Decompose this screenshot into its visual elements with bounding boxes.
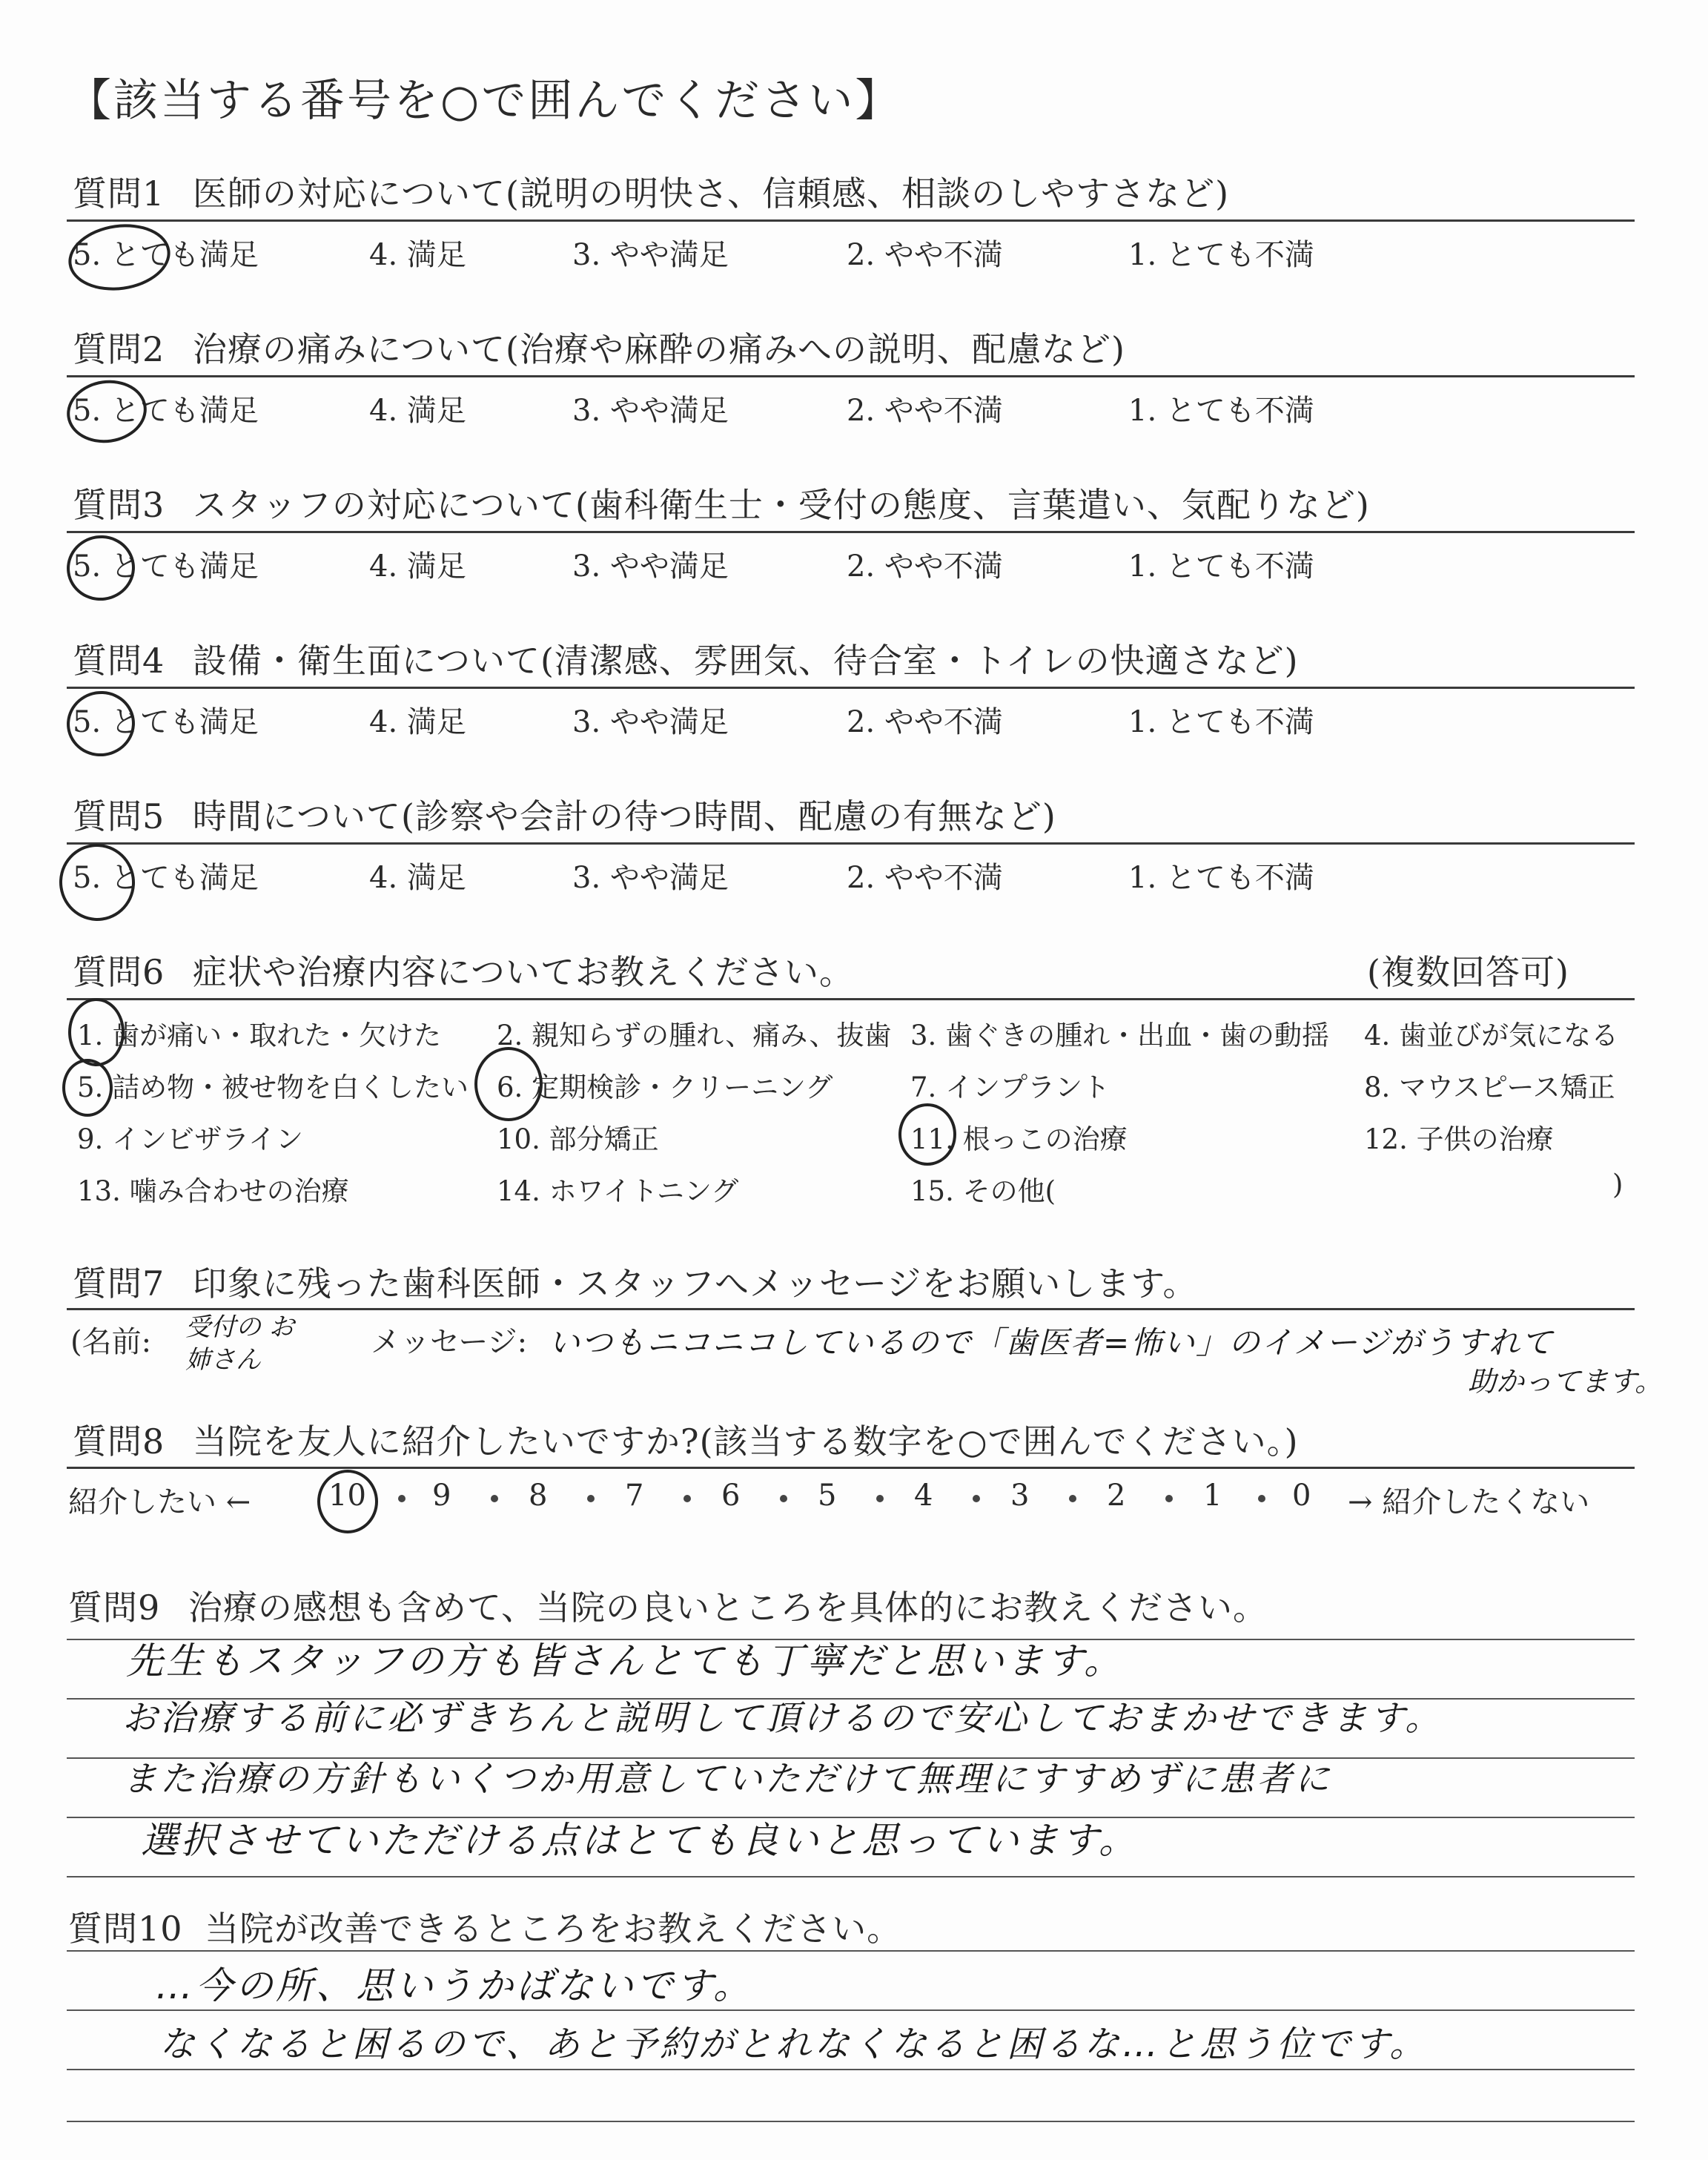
q5-option-3[interactable]: 3. やや満足 (572, 861, 729, 895)
q5-option-2[interactable]: 2. やや不満 (847, 861, 1003, 895)
scale-separator (1258, 1495, 1265, 1502)
scale-8[interactable]: 8 (529, 1479, 548, 1513)
question-4-label: 質問4 (73, 641, 165, 681)
q6-selection-circle-6 (474, 1047, 543, 1121)
question-2-label: 質問2 (73, 329, 165, 369)
divider (67, 1308, 1635, 1310)
scale-separator (876, 1495, 884, 1502)
scale-10[interactable]: 10 (328, 1479, 366, 1513)
q6-option-13[interactable]: 13. 噛み合わせの治療 (77, 1175, 349, 1207)
q10-answer-line-2[interactable]: なくなると困るので、あと予約がとれなくなると困るな…と思う位です。 (159, 2024, 1429, 2065)
question-1-title (73, 167, 1229, 216)
scale-9[interactable]: 9 (432, 1479, 451, 1513)
question-6-title (73, 945, 854, 994)
question-1-text: 医師の対応について(説明の明快さ、信頼感、相談のしやすさなど) (192, 174, 1230, 214)
question-6-label: 質問6 (73, 952, 165, 992)
q5-option-5[interactable]: 5. とても満足 (73, 861, 259, 895)
answer-line (67, 1876, 1635, 1877)
q6-option-5[interactable]: 5. 詰め物・被せ物を白くしたい (77, 1071, 469, 1103)
q3-option-4[interactable]: 4. 満足 (369, 549, 466, 584)
staff-name-value[interactable]: 受付の お姉さん (185, 1312, 294, 1375)
divider (67, 687, 1635, 689)
question-2-title (73, 323, 1125, 371)
form-title: 【該当する番号を○で囲んでください】 (67, 75, 902, 127)
q3-option-5[interactable]: 5. とても満足 (73, 549, 259, 584)
divider (67, 842, 1635, 845)
q6-option-8[interactable]: 8. マウスピース矯正 (1364, 1071, 1615, 1103)
scale-0[interactable]: 0 (1292, 1479, 1311, 1513)
q6-option-11[interactable]: 11. 根っこの治療 (910, 1123, 1128, 1155)
q9-answer-line-1[interactable]: 先生もスタッフの方も皆さんとても丁寧だと思います。 (126, 1639, 1124, 1682)
message-line-2[interactable]: 助かってます。 (1468, 1365, 1663, 1398)
scale-2[interactable]: 2 (1107, 1479, 1126, 1513)
scale-separator (398, 1495, 406, 1502)
scale-5[interactable]: 5 (818, 1479, 837, 1513)
question-3-label: 質問3 (73, 485, 165, 525)
staff-name-label: (名前: (70, 1325, 152, 1359)
q5-selection-circle (54, 839, 139, 925)
q6-option-1[interactable]: 1. 歯が痛い・取れた・欠けた (77, 1020, 442, 1051)
q6-option-4[interactable]: 4. 歯並びが気になる (1364, 1020, 1619, 1051)
question-7-text: 印象に残った歯科医師・スタッフへメッセージをお願いします。 (192, 1264, 1198, 1304)
q6-option-15[interactable]: 15. その他( (910, 1175, 1056, 1207)
q3-option-1[interactable]: 1. とても不満 (1128, 549, 1314, 584)
question-4-title (73, 634, 1299, 683)
question-5-label: 質問5 (73, 796, 165, 836)
scale-separator (1069, 1495, 1076, 1502)
question-7-title (73, 1257, 1198, 1306)
scale-separator (587, 1495, 595, 1502)
answer-line (67, 2069, 1635, 2070)
scale-separator (1165, 1495, 1173, 1502)
q1-selection-circle (64, 218, 175, 297)
question-10-text: 当院が改善できるところをお教えください。 (205, 1909, 902, 1949)
message-line-1[interactable]: いつもニコニコしているので「歯医者=怖い」のイメージがうすれて (549, 1324, 1554, 1361)
q3-option-3[interactable]: 3. やや満足 (572, 549, 729, 584)
q1-option-1[interactable]: 1. とても不満 (1128, 238, 1314, 272)
q9-answer-line-4[interactable]: 選択させていただける点はとても良いと思っています。 (141, 1819, 1139, 1862)
scale-separator (683, 1495, 691, 1502)
question-6-text: 症状や治療内容についてお教えください。 (192, 952, 854, 992)
q6-selection-circle-5 (62, 1059, 113, 1117)
question-9-text: 治療の感想も含めて、当院の良いところを具体的にお教えください。 (188, 1588, 1268, 1628)
question-4-text: 設備・衛生面について(清潔感、雰囲気、待合室・トイレの快適さなど) (192, 641, 1299, 681)
question-1-label: 質問1 (73, 174, 165, 214)
scale-separator (780, 1495, 787, 1502)
q5-option-4[interactable]: 4. 満足 (369, 861, 466, 895)
q6-selection-circle-11 (898, 1103, 956, 1166)
q5-option-1[interactable]: 1. とても不満 (1128, 861, 1314, 895)
scale-separator (973, 1495, 980, 1502)
q8-selection-circle (317, 1470, 378, 1533)
scale-7[interactable]: 7 (625, 1479, 644, 1513)
q2-option-5[interactable]: 5. とても満足 (73, 394, 259, 428)
divider (67, 998, 1635, 1000)
scale-1[interactable]: 1 (1203, 1479, 1222, 1513)
question-9-title (68, 1581, 1268, 1630)
scale-4[interactable]: 4 (914, 1479, 933, 1513)
question-8-title (73, 1415, 1299, 1464)
q1-option-2[interactable]: 2. やや不満 (847, 238, 1003, 272)
q6-option-14[interactable]: 14. ホワイトニング (497, 1175, 739, 1207)
recommend-left-label: 紹介したい ← (68, 1485, 251, 1519)
q9-answer-line-3[interactable]: また治療の方針もいくつか用意していただけて無理にすすめずに患者に (122, 1759, 1333, 1800)
divider (67, 531, 1635, 533)
q4-option-1[interactable]: 1. とても不満 (1128, 705, 1314, 739)
q6-option-9[interactable]: 9. インビザライン (77, 1123, 303, 1155)
q6-selection-circle-1 (68, 998, 125, 1066)
question-7-label: 質問7 (73, 1264, 165, 1304)
q1-option-5[interactable]: 5. とても満足 (73, 238, 259, 272)
q4-option-2[interactable]: 2. やや不満 (847, 705, 1003, 739)
q2-option-2[interactable]: 2. やや不満 (847, 394, 1003, 428)
question-10-label: 質問10 (68, 1909, 183, 1949)
question-3-text: スタッフの対応について(歯科衛生士・受付の態度、言葉遣い、気配りなど) (192, 485, 1370, 525)
q6-option-2[interactable]: 2. 親知らずの腫れ、痛み、抜歯 (497, 1020, 892, 1051)
question-5-title (73, 790, 1056, 839)
multiple-answers-note: (複数回答可) (1367, 952, 1569, 992)
question-9-label: 質問9 (68, 1588, 161, 1628)
question-10-title (68, 1902, 901, 1951)
divider (67, 1950, 1635, 1952)
scale-3[interactable]: 3 (1010, 1479, 1030, 1513)
answer-line (67, 2009, 1635, 2011)
question-2-text: 治療の痛みについて(治療や麻酔の痛みへの説明、配慮など) (192, 329, 1125, 369)
scale-separator (491, 1495, 498, 1502)
q6-option-12[interactable]: 12. 子供の治療 (1364, 1123, 1554, 1155)
recommend-right-label: → 紹介したくない (1348, 1485, 1590, 1519)
q2-selection-circle (63, 375, 151, 448)
q6-option-3[interactable]: 3. 歯ぐきの腫れ・出血・歯の動揺 (910, 1020, 1330, 1051)
q1-option-3[interactable]: 3. やや満足 (572, 238, 729, 272)
q2-option-1[interactable]: 1. とても不満 (1128, 394, 1314, 428)
message-label: メッセージ: (371, 1325, 528, 1359)
answer-line (67, 2121, 1635, 2122)
q6-option-6[interactable]: 6. 定期検診・クリーニング (497, 1071, 833, 1103)
q4-option-5[interactable]: 5. とても満足 (73, 705, 259, 739)
q2-option-3[interactable]: 3. やや満足 (572, 394, 729, 428)
divider (67, 1467, 1635, 1469)
divider (67, 219, 1635, 222)
q10-answer-line-1[interactable]: …今の所、思いうかばないです。 (156, 1964, 753, 2007)
scale-6[interactable]: 6 (721, 1479, 741, 1513)
q1-option-4[interactable]: 4. 満足 (369, 238, 466, 272)
q6-option-15-close: ) (1612, 1169, 1623, 1200)
q6-option-10[interactable]: 10. 部分矯正 (497, 1123, 659, 1155)
q4-option-3[interactable]: 3. やや満足 (572, 705, 729, 739)
question-8-text: 当院を友人に紹介したいですか?(該当する数字を○で囲んでください。) (192, 1421, 1299, 1462)
question-3-title (73, 478, 1370, 527)
divider (67, 375, 1635, 377)
q9-answer-line-2[interactable]: お治療する前に必ずきちんと説明して頂けるので安心しておまかせできます。 (122, 1698, 1443, 1739)
question-8-label: 質問8 (73, 1421, 165, 1462)
q3-option-2[interactable]: 2. やや不満 (847, 549, 1003, 584)
q4-option-4[interactable]: 4. 満足 (369, 705, 466, 739)
q2-option-4[interactable]: 4. 満足 (369, 394, 466, 428)
question-5-text: 時間について(診察や会計の待つ時間、配慮の有無など) (192, 796, 1056, 836)
q6-option-7[interactable]: 7. インプラント (910, 1071, 1110, 1103)
